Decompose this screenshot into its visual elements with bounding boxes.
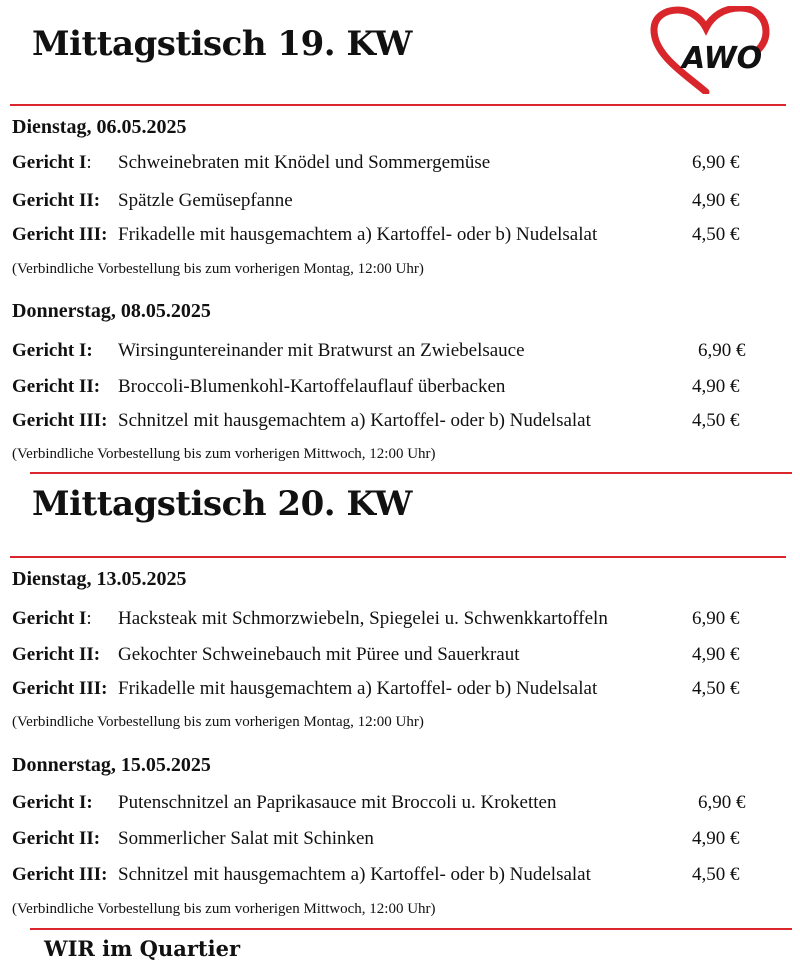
menu-item bbox=[12, 340, 772, 366]
menu-item bbox=[12, 152, 772, 178]
order-note: (Verbindliche Vorbestellung bis zum vorherigen Mittwoch, 12:00 Uhr) bbox=[12, 901, 436, 917]
order-note: (Verbindliche Vorbestellung bis zum vorherigen Montag, 12:00 Uhr) bbox=[12, 261, 424, 277]
day-heading: Dienstag, 13.05.2025 bbox=[12, 568, 187, 590]
menu-item bbox=[12, 224, 772, 250]
awo-logo-text: AWO bbox=[682, 41, 763, 76]
divider bbox=[10, 556, 786, 558]
menu-item bbox=[12, 792, 772, 818]
dish-label: Gericht II: bbox=[12, 828, 101, 849]
order-note: (Verbindliche Vorbestellung bis zum vorherigen Montag, 12:00 Uhr) bbox=[12, 714, 424, 730]
dish-description: Spätzle Gemüsepfanne bbox=[118, 190, 293, 211]
dish-label: Gericht III: bbox=[12, 678, 108, 699]
dish-description: Gekochter Schweinebauch mit Püree und Sauerkraut bbox=[118, 644, 520, 665]
dish-price: 6,90 € bbox=[698, 340, 746, 361]
dish-description: Frikadelle mit hausgemachtem a) Kartoffel- oder b) Nudelsalat bbox=[118, 678, 598, 699]
day-heading: Dienstag, 06.05.2025 bbox=[12, 116, 187, 138]
dish-label: Gericht I: bbox=[12, 792, 93, 813]
dish-price: 4,50 € bbox=[692, 864, 740, 885]
week-title: Mittagstisch 19. KW bbox=[32, 24, 412, 64]
dish-price: 4,90 € bbox=[692, 376, 740, 397]
dish-label: Gericht II: bbox=[12, 190, 101, 211]
dish-price: 4,90 € bbox=[692, 828, 740, 849]
dish-price: 4,50 € bbox=[692, 410, 740, 431]
dish-description: Frikadelle mit hausgemachtem a) Kartoffel- oder b) Nudelsalat bbox=[118, 224, 598, 245]
menu-item bbox=[12, 644, 772, 670]
dish-label: Gericht III: bbox=[12, 410, 108, 431]
dish-label: Gericht I: bbox=[12, 608, 92, 629]
menu-item bbox=[12, 828, 772, 854]
awo-heart-logo bbox=[648, 6, 770, 94]
menu-item bbox=[12, 864, 772, 890]
dish-price: 4,90 € bbox=[692, 644, 740, 665]
order-note: (Verbindliche Vorbestellung bis zum vorherigen Mittwoch, 12:00 Uhr) bbox=[12, 446, 436, 462]
dish-description: Schnitzel mit hausgemachtem a) Kartoffel- oder b) Nudelsalat bbox=[118, 864, 591, 885]
divider bbox=[30, 928, 792, 930]
menu-item bbox=[12, 608, 772, 634]
menu-item bbox=[12, 678, 772, 704]
menu-item bbox=[12, 190, 772, 216]
dish-price: 4,90 € bbox=[692, 190, 740, 211]
dish-price: 4,50 € bbox=[692, 678, 740, 699]
day-heading: Donnerstag, 15.05.2025 bbox=[12, 754, 211, 776]
dish-description: Schweinebraten mit Knödel und Sommergemüse bbox=[118, 152, 491, 173]
dish-price: 6,90 € bbox=[692, 152, 740, 173]
dish-price: 6,90 € bbox=[698, 792, 746, 813]
dish-description: Sommerlicher Salat mit Schinken bbox=[118, 828, 374, 849]
footer-text: WIR im Quartier bbox=[44, 936, 241, 961]
dish-description: Schnitzel mit hausgemachtem a) Kartoffel- oder b) Nudelsalat bbox=[118, 410, 591, 431]
dish-price: 4,50 € bbox=[692, 224, 740, 245]
dish-description: Hacksteak mit Schmorzwiebeln, Spiegelei u. Schwenkkartoffeln bbox=[118, 608, 608, 629]
divider bbox=[30, 472, 792, 474]
menu-item bbox=[12, 376, 772, 402]
dish-label: Gericht I: bbox=[12, 340, 93, 361]
menu-item bbox=[12, 410, 772, 436]
week-title: Mittagstisch 20. KW bbox=[32, 484, 412, 524]
dish-label: Gericht II: bbox=[12, 376, 101, 397]
dish-label: Gericht I: bbox=[12, 152, 92, 173]
dish-description: Wirsinguntereinander mit Bratwurst an Zwiebelsauce bbox=[118, 340, 525, 361]
dish-description: Putenschnitzel an Paprikasauce mit Broccoli u. Kroketten bbox=[118, 792, 557, 813]
dish-label: Gericht II: bbox=[12, 644, 101, 665]
dish-price: 6,90 € bbox=[692, 608, 740, 629]
day-heading: Donnerstag, 08.05.2025 bbox=[12, 300, 211, 322]
dish-description: Broccoli-Blumenkohl-Kartoffelauflauf überbacken bbox=[118, 376, 506, 397]
divider bbox=[10, 104, 786, 106]
dish-label: Gericht III: bbox=[12, 224, 108, 245]
dish-label: Gericht III: bbox=[12, 864, 108, 885]
